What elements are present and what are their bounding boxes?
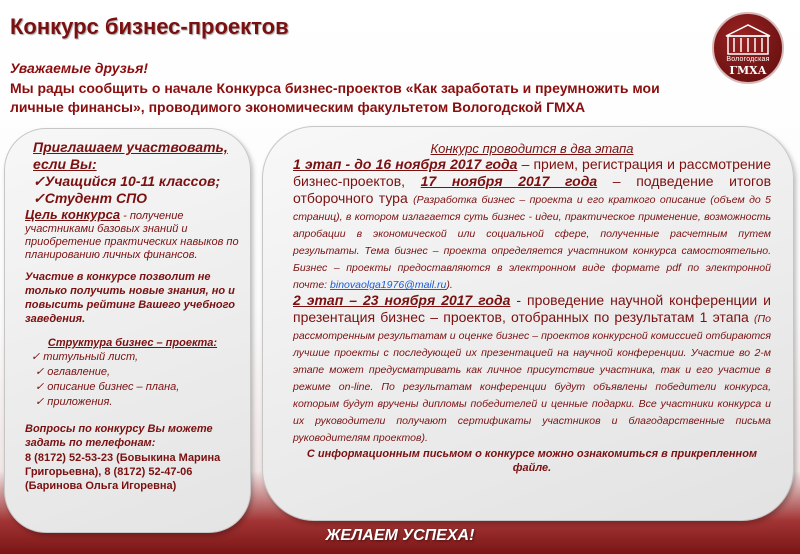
list-item: ✓ титульный лист, bbox=[31, 350, 240, 365]
stage-2-text: - проведение научной конференции и презентация бизнес – проектов, отобранных по результатам 1 этапа bbox=[293, 292, 771, 325]
structure-list bbox=[25, 350, 240, 410]
contest-goal bbox=[25, 208, 240, 262]
stage-1-text: – прием, регистрация и рассмотрение бизнес-проектов, bbox=[293, 156, 771, 189]
left-info-panel bbox=[4, 128, 251, 533]
stage-2-note: (По рассмотренным результатам и оценке бизнес – проектов конкурсной комиссией отбираются лучшие проекты с последующей их презентацией на научной конференции. Участие во 2-м этапе может предусматривать как личное присутствие участника, так и его участие в режиме on-line. По результатам конференции будут объявлены победители конкурса, которым будут вручены дипломы победителей и ценные подарки. Все участники конкурса и их руководители получают сертификаты участников и благодарственные письма руководителям проектов). bbox=[293, 313, 771, 444]
eligibility-item: ✓Студент СПО bbox=[33, 190, 148, 206]
email-link[interactable]: binovaolga1976@mail.ru bbox=[330, 279, 447, 291]
building-icon bbox=[724, 22, 772, 56]
stage-2 bbox=[293, 292, 771, 445]
contact-phones: 8 (8172) 52-53-23 (Бовыкина Марина Григорьевна), 8 (8172) 52-47-06 (Баринова Ольга Игоревна) bbox=[25, 452, 221, 492]
goal-text: - получение участниками базовых знаний и приобретение практических навыков по планированию личных финансов. bbox=[25, 210, 239, 261]
logo-text-city: Вологодская bbox=[726, 56, 770, 63]
stage-2-date: 2 этап – 23 ноября 2017 года bbox=[293, 292, 511, 308]
questions-note: Вопросы по конкурсу Вы можете задать по телефонам: bbox=[25, 423, 213, 449]
goal-label: Цель конкурса bbox=[25, 207, 121, 222]
right-info-panel bbox=[262, 126, 794, 521]
list-item: ✓ приложения. bbox=[35, 395, 240, 410]
stage-1-text-2: – подведение итогов отборочного тура bbox=[293, 173, 772, 206]
info-letter-note: С информационным письмом о конкурсе можно ознакомиться в прикрепленном файле. bbox=[306, 448, 758, 474]
intro-text: Мы рады сообщить о начале Конкурса бизнес-проектов «Как заработать и преумножить мои личные финансы», проводимого экономическим факультетом Вологодской ГМХА bbox=[10, 80, 660, 115]
footer-wish: ЖЕЛАЕМ УСПЕХА! bbox=[325, 527, 475, 544]
eligibility-item: ✓Учащийся 10-11 классов; bbox=[33, 173, 221, 189]
logo-text-acronym: ГМХА bbox=[729, 64, 767, 77]
page-title: Конкурс бизнес-проектов bbox=[10, 14, 289, 39]
list-item: ✓ оглавление, bbox=[35, 365, 240, 380]
stages-heading: Конкурс проводится в два этапа bbox=[430, 141, 634, 156]
stage-1-note: (Разработка бизнес – проекта и его краткого описание (объем до 5 страниц), в котором излагается суть бизнес - идеи, практическое применение, возможность апробации в экономической или социальной сфере, полученные расчетным путем результаты. Тема бизнес – проекта определяется участником конкурса самостоятельно. Бизнес – проекты предоставляются в электронном виде формате pdf по электронной почте: bbox=[293, 194, 771, 291]
academy-logo bbox=[712, 12, 784, 84]
structure-title: Структура бизнес – проекта: bbox=[47, 337, 218, 349]
participation-note: Участие в конкурсе позволит не только получить новые знания, но и повысить рейтинг Вашего учебного заведения. bbox=[25, 271, 235, 325]
stage-1-date: 1 этап - до 16 ноября 2017 года bbox=[293, 156, 518, 172]
stage-1-note-end: ). bbox=[446, 279, 453, 291]
greeting: Уважаемые друзья! bbox=[10, 60, 149, 76]
invite-heading-line1: Приглашаем участвовать, bbox=[33, 139, 228, 155]
stage-1 bbox=[293, 156, 771, 292]
list-item: ✓ описание бизнес – плана, bbox=[35, 380, 240, 395]
stage-1-date-2: 17 ноября 2017 года bbox=[420, 173, 598, 189]
invite-heading-line2: если Вы: bbox=[33, 156, 97, 172]
